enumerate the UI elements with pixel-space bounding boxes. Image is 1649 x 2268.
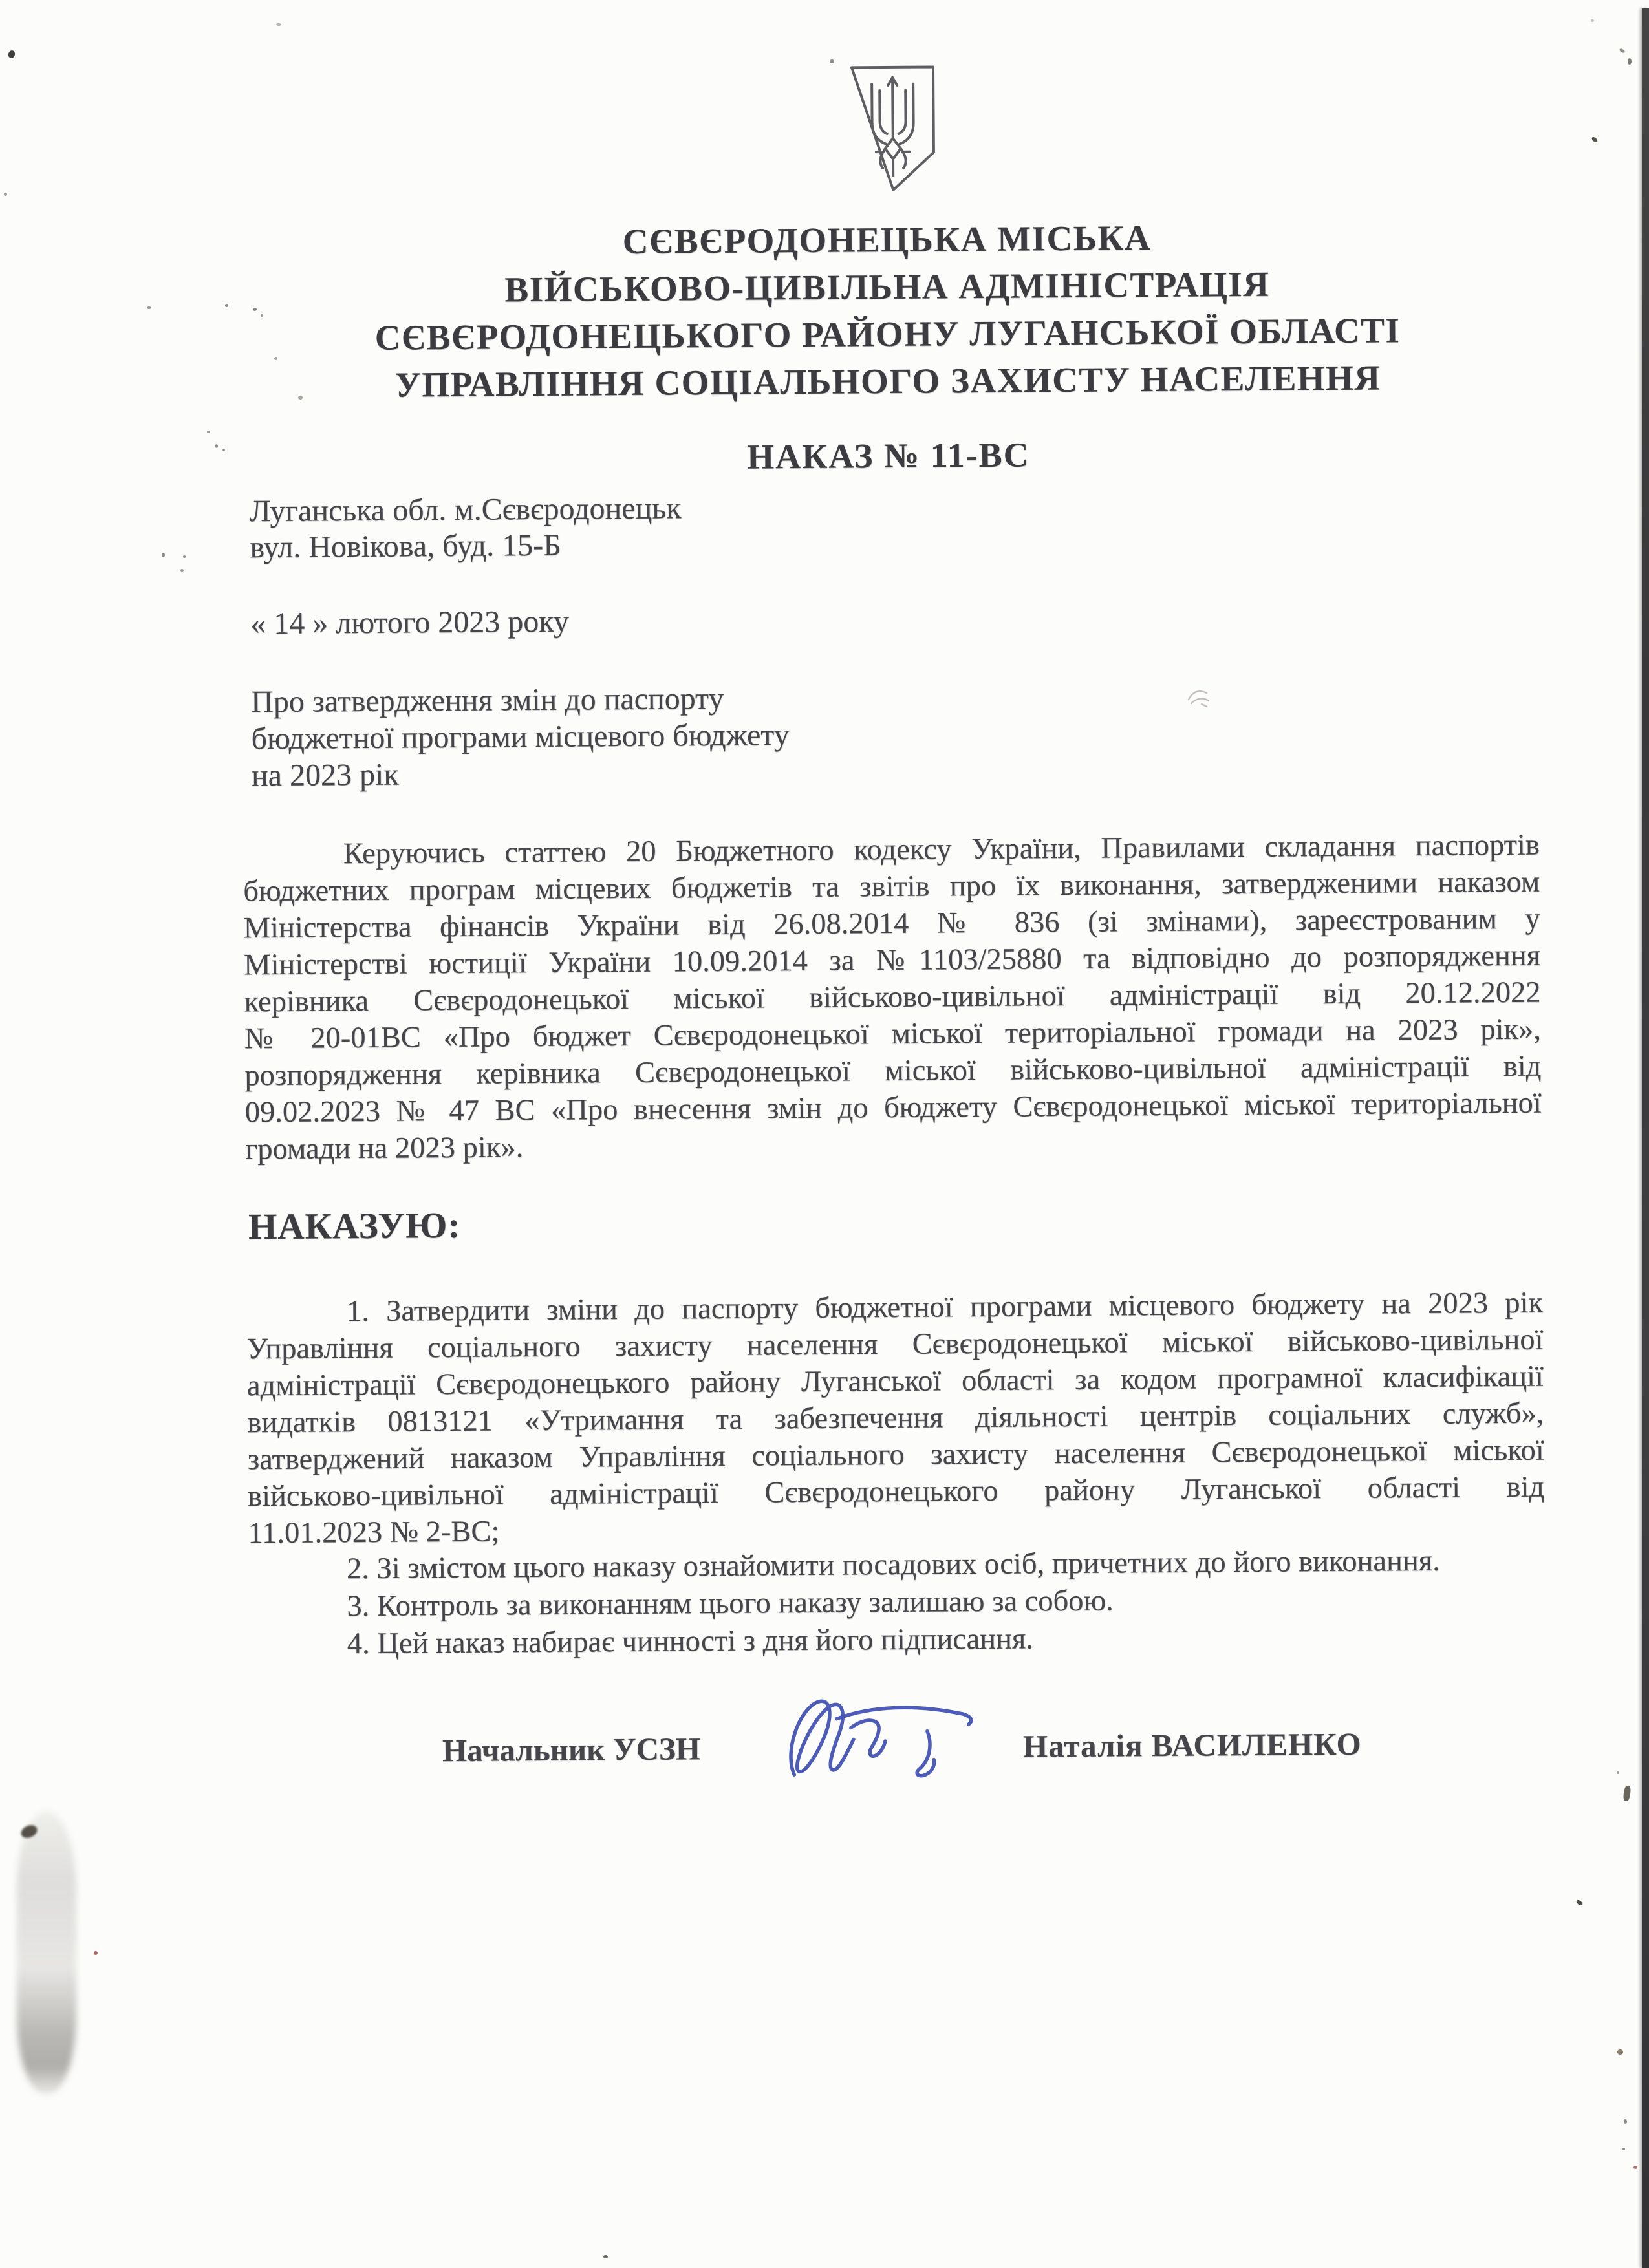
paragraph-line: бюджетних програм місцевих бюджетів та звітів про їх виконання, затвердженими наказом — [243, 865, 1540, 908]
paragraph-line: 09.02.2023 № 47 ВС «Про внесення змін до бюджету Сєвєродонецької міської територіальної — [244, 1086, 1542, 1129]
place-line: Луганська обл. м.Сєвєродонецьк — [249, 491, 682, 529]
scan-squiggle-mark — [1187, 687, 1212, 709]
paragraph-first-line: 1. Затвердити зміни до паспорту бюджетної програми місцевого бюджету на 2023 рік — [346, 1286, 1544, 1329]
order-item: 3. Контроль за виконанням цього наказу залишаю за собою. — [347, 1584, 1114, 1623]
place-line: вул. Новікова, буд. 15-Б — [250, 528, 561, 565]
scan-speck — [1622, 2148, 1625, 2150]
order-item-1 — [246, 1285, 1545, 1552]
scan-speck — [1622, 1785, 1631, 1801]
handwritten-signature-icon — [774, 1688, 998, 1797]
scan-speck — [274, 357, 277, 360]
scan-speck — [4, 193, 7, 196]
scan-speck — [1617, 1771, 1619, 1774]
org-header-line: УПРАВЛІННЯ СОЦІАЛЬНОГО ЗАХИСТУ НАСЕЛЕННЯ — [394, 358, 1381, 405]
paragraph-line: Управління соціального захисту населення Сєвєродонецької міської військово-цивільної — [246, 1323, 1544, 1366]
scan-edge-strip — [1642, 8, 1649, 2268]
resolve-heading: НАКАЗУЮ: — [248, 1204, 461, 1248]
paragraph-line: № 20-01ВС «Про бюджет Сєвєродонецької міської територіальної громади на 2023 рік», — [244, 1012, 1542, 1056]
scan-speck — [147, 306, 151, 309]
paragraph-line: Міністерстві юстиції України 10.09.2014 за №1103/25880 та відповідно до розпорядження — [243, 939, 1541, 982]
scan-speck — [830, 59, 834, 63]
scan-speck — [162, 553, 165, 557]
scan-speck — [1633, 2166, 1637, 2169]
scan-speck — [298, 396, 303, 400]
scan-speck — [276, 23, 281, 26]
paragraph-line: Міністерства фінансів України від 26.08.2014 № 836 (зі змінами), зареєстрованим у — [243, 902, 1540, 945]
scan-speck — [261, 314, 263, 317]
signatory-name: Наталія ВАСИЛЕНКО — [1022, 1726, 1362, 1764]
scan-speck — [253, 308, 257, 311]
paragraph-line: 11.01.2023 № 2-ВС; — [248, 1515, 500, 1550]
coat-of-arms-icon — [846, 63, 939, 194]
subject-block — [251, 679, 790, 794]
org-header-line: СЄВЄРОДОНЕЦЬКА МІСЬКА — [622, 218, 1152, 261]
order-items — [248, 1542, 1546, 1664]
paragraph-line: затверджений наказом Управління соціального захисту населення Сєвєродонецької міської — [247, 1433, 1544, 1477]
order-number-title: НАКАЗ № 11-ВС — [746, 435, 1030, 476]
date-line: « 14 » лютого 2023 року — [250, 604, 570, 641]
subject-line: Про затвердження змін до паспорту — [250, 681, 724, 720]
org-header-line: СЄВЄРОДОНЕЦЬКОГО РАЙОНУ ЛУГАНСЬКОЇ ОБЛАСТІ — [374, 310, 1401, 358]
paragraph-lines — [243, 864, 1542, 1168]
scan-speck — [180, 569, 184, 572]
scan-speck — [603, 2255, 608, 2258]
subject-line: бюджетної програми місцевого бюджету — [251, 718, 790, 756]
document-content — [237, 0, 1550, 2268]
opening-paragraph — [243, 827, 1542, 1168]
paragraph-line: розпорядження керівника Сєвєродонецької міської військово-цивільної адміністрації від — [244, 1049, 1542, 1093]
scan-speck — [1575, 1899, 1583, 1906]
scan-smudge — [17, 1812, 76, 2095]
scan-speck — [1624, 2119, 1627, 2124]
scan-speck — [183, 555, 186, 558]
order-item: 2. Зі змістом цього наказу ознайомити посадових осіб, причетних до його виконання. — [346, 1544, 1440, 1586]
scan-speck — [7, 50, 16, 59]
paragraph-first-line: Керуючись статтею 20 Бюджетного кодексу України, Правилами складання паспортів — [343, 828, 1540, 871]
paragraph-line: адміністрації Сєвєродонецького району Луганської області за кодом програмної класифікації — [246, 1360, 1544, 1403]
org-header — [239, 211, 1536, 410]
scan-speck — [1628, 58, 1632, 65]
signatory-position: Начальник УСЗН — [442, 1731, 701, 1769]
paragraph-line: громади на 2023 рік». — [245, 1131, 524, 1166]
scan-speck — [1619, 48, 1625, 54]
paragraph-line: керівника Сєвєродонецької міської військово-цивільної адміністрації від 20.12.2022 — [244, 976, 1541, 1019]
scan-speck — [207, 431, 210, 433]
scan-speck — [1617, 2049, 1623, 2055]
scan-speck — [1591, 19, 1594, 22]
paragraph-lines — [246, 1321, 1544, 1552]
paragraph-line: військово-цивільної адміністрації Сєвєродонецького району Луганської області від — [247, 1470, 1545, 1514]
scan-speck — [215, 444, 218, 448]
scan-speck — [94, 1951, 98, 1955]
scan-speck — [1591, 136, 1599, 143]
subject-line: на 2023 рік — [251, 757, 399, 793]
scan-speck — [222, 449, 225, 451]
order-item: 4. Цей наказ набирає чинності з дня його підписання. — [347, 1622, 1034, 1661]
scan-speck — [225, 304, 228, 307]
paragraph-line: видатків 0813121 «Утримання та забезпечення діяльності центрів соціальних служб», — [247, 1396, 1544, 1440]
org-header-line: ВІЙСЬКОВО-ЦИВІЛЬНА АДМІНІСТРАЦІЯ — [504, 264, 1270, 310]
place-block — [250, 490, 682, 566]
